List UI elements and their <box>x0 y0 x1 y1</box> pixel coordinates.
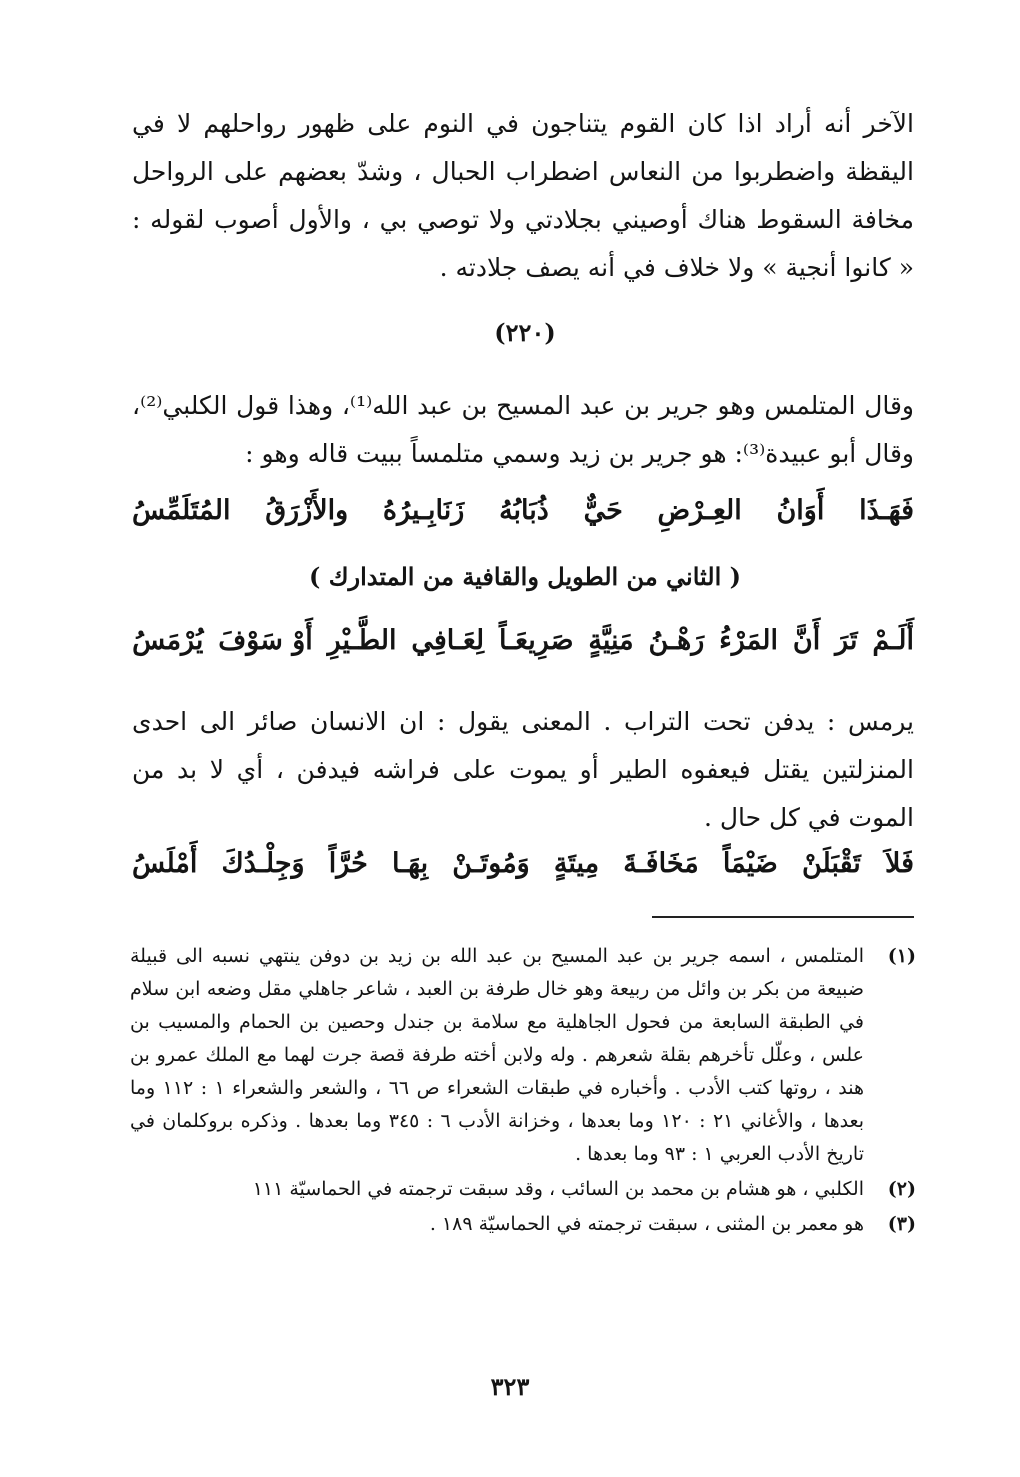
verse-word: الطَّـيْرِ <box>327 625 397 656</box>
footnote-divider <box>652 916 914 918</box>
section-number: (٢٢٠) <box>494 318 556 347</box>
verse-line-3 <box>132 848 914 879</box>
meter-note: ( الثاني من الطويل والقافية من المتدارك ) <box>309 562 741 591</box>
verse-word: ضَيْمَاً <box>722 848 778 879</box>
verse-word: مَخَافَـةَ <box>623 848 699 879</box>
footnote-number: (٢) <box>887 1178 916 1200</box>
explanation-paragraph: يرمس : يدفن تحت التراب . المعنى يقول : ان الانسان صائر الى احدى المنزلتين يقتل فيعفوه الطير أو يموت على فراشه فيدفن ، أي لا بد من الموت في كل حال . <box>132 707 914 832</box>
verse-word: رَهْـنُ <box>648 625 705 656</box>
verse-word: فَلاَ <box>884 848 914 879</box>
attribution-paragraph: وقال المتلمس وهو جرير بن عبد المسيح بن عبد الله⁽¹⁾، وهذا قول الكلبي⁽²⁾، وقال أبو عبيدة⁽³⁾: هو جرير بن زيد وسمي متلمساً ببيت قاله وهو : <box>132 391 914 468</box>
verse-word: ذُبَابُهُ <box>499 495 549 526</box>
verse-word: العِـرْضِ <box>657 495 742 526</box>
verse-word: فَهَـذَا <box>859 495 914 526</box>
verse-word: المَرْءُ <box>719 625 779 656</box>
verse-word: زَنَابِـيرُهُ <box>382 495 465 526</box>
footnote-number: (٣) <box>887 1213 916 1235</box>
verse-word: تَرَ <box>835 625 858 656</box>
verse-word: وَجِلْـدُكَ <box>221 848 305 879</box>
verse-word: والأَزْرَقُ <box>265 495 349 526</box>
verse-word: حَيٌّ <box>583 495 623 526</box>
footnote-text: هو معمر بن المثنى ، سبقت ترجمته في الحماسيّة ١٨٩ . <box>429 1213 864 1235</box>
verse-word: حُرَّاً <box>328 848 368 879</box>
footnotes <box>130 940 916 1241</box>
verse-line-1 <box>132 495 914 526</box>
footnote-text: المتلمس ، اسمه جرير بن عبد المسيح بن عبد الله بن زيد بن دوفن ينتهي نسبه الى قبيلة ضبيعة من بكر بن وائل من ربيعة وهو خال طرفة بن العبد ، شاعر جاهلي مقل وضعه ابن سلام في الطبقة السابعة من فحول الجاهلية مع سلامة بن جندل وحصين بن الحمام والمسيب بن علس ، وعلّل تأخرهم بقلة شعرهم . وله ولابن أخته طرفة قصة جرت لهما مع الملك عمرو بن هند ، روتها كتب الأدب . وأخباره في طبقات الشعراء ص ٦٦ ، والشعر والشعراء ١ : ١١٢ وما بعدها ، والأغاني ٢١ : ١٢٠ وما بعدها ، وخزانة الأدب ٦ : ٣٤٥ وما بعدها . وذكره بروكلمان في تاريخ الأدب العربي ١ : ٩٣ وما بعدها . <box>130 945 865 1165</box>
verse-word: وَمُوتَـنْ <box>452 848 530 879</box>
verse-word: لِعَـافِي <box>411 625 485 656</box>
verse-word: بِهَـا <box>392 848 429 879</box>
verse-word: أَوْ سَوْفَ <box>218 625 313 656</box>
verse-word: يُرْمَسُ <box>132 625 204 656</box>
page-number: ٣٢٣ <box>490 1372 530 1401</box>
footnote-3 <box>130 1208 916 1241</box>
footnote-number: (١) <box>887 945 916 967</box>
verse-word: أَنَّ <box>792 625 821 656</box>
verse-word: المُتَلَمِّسُ <box>132 495 231 526</box>
verse-word: مِيتَةٍ <box>553 848 600 879</box>
footnote-text: الكلبي ، هو هشام بن محمد بن السائب ، وقد سبقت ترجمته في الحماسيّة ١١١ <box>252 1178 864 1200</box>
footnote-2 <box>130 1173 916 1206</box>
verse-word: أَلَـمْ <box>872 625 914 656</box>
intro-paragraph: الآخر أنه أراد اذا كان القوم يتناجون في النوم على ظهور رواحلهم لا في اليقظة واضطربوا من النعاس اضطراب الحبال ، وشدّ بعضهم على الرواحل مخافة السقوط هناك أوصيني بجلادتي ولا توصي بي ، والأول أصوب لقوله : « كانوا أنجية » ولا خلاف في أنه يصف جلادته . <box>132 109 914 282</box>
verse-word: تَقْبَلَنْ <box>801 848 861 879</box>
verse-word: أَمْلَسُ <box>132 848 198 879</box>
verse-word: أَوَانُ <box>776 495 825 526</box>
verse-word: صَرِيعَـاً <box>499 625 574 656</box>
footnote-1 <box>130 940 916 1171</box>
verse-line-2 <box>132 625 914 656</box>
verse-word: مَنِيَّةٍ <box>588 625 634 656</box>
